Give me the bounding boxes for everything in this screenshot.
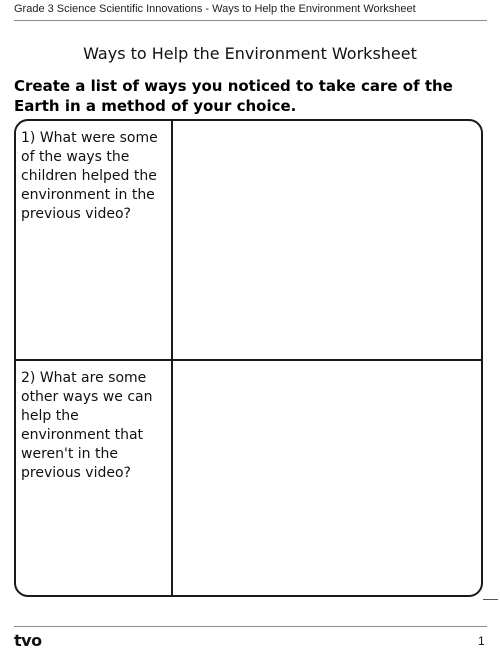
worksheet-instructions: Create a list of ways you noticed to take care of the Earth in a method of your choice.	[14, 77, 453, 115]
column-divider	[171, 121, 173, 595]
question-1-prompt: 1) What were some of the ways the children helped the environment in the previous video?	[21, 130, 158, 222]
worksheet-title: Ways to Help the Environment Worksheet	[83, 44, 417, 63]
question-2-prompt: 2) What are some other ways we can help the environment that weren't in the previous video?	[21, 370, 153, 481]
header-divider	[14, 20, 487, 21]
table-edge-mark	[483, 599, 498, 600]
question-2-answer-area[interactable]	[174, 361, 481, 595]
worksheet-table	[14, 119, 483, 597]
running-header: Grade 3 Science Scientific Innovations - Ways to Help the Environment Worksheet	[14, 3, 416, 15]
question-1-answer-area[interactable]	[174, 121, 481, 359]
footer-divider	[14, 626, 487, 627]
page-number: 1	[478, 634, 485, 648]
tvo-logo: tvo	[14, 631, 42, 650]
